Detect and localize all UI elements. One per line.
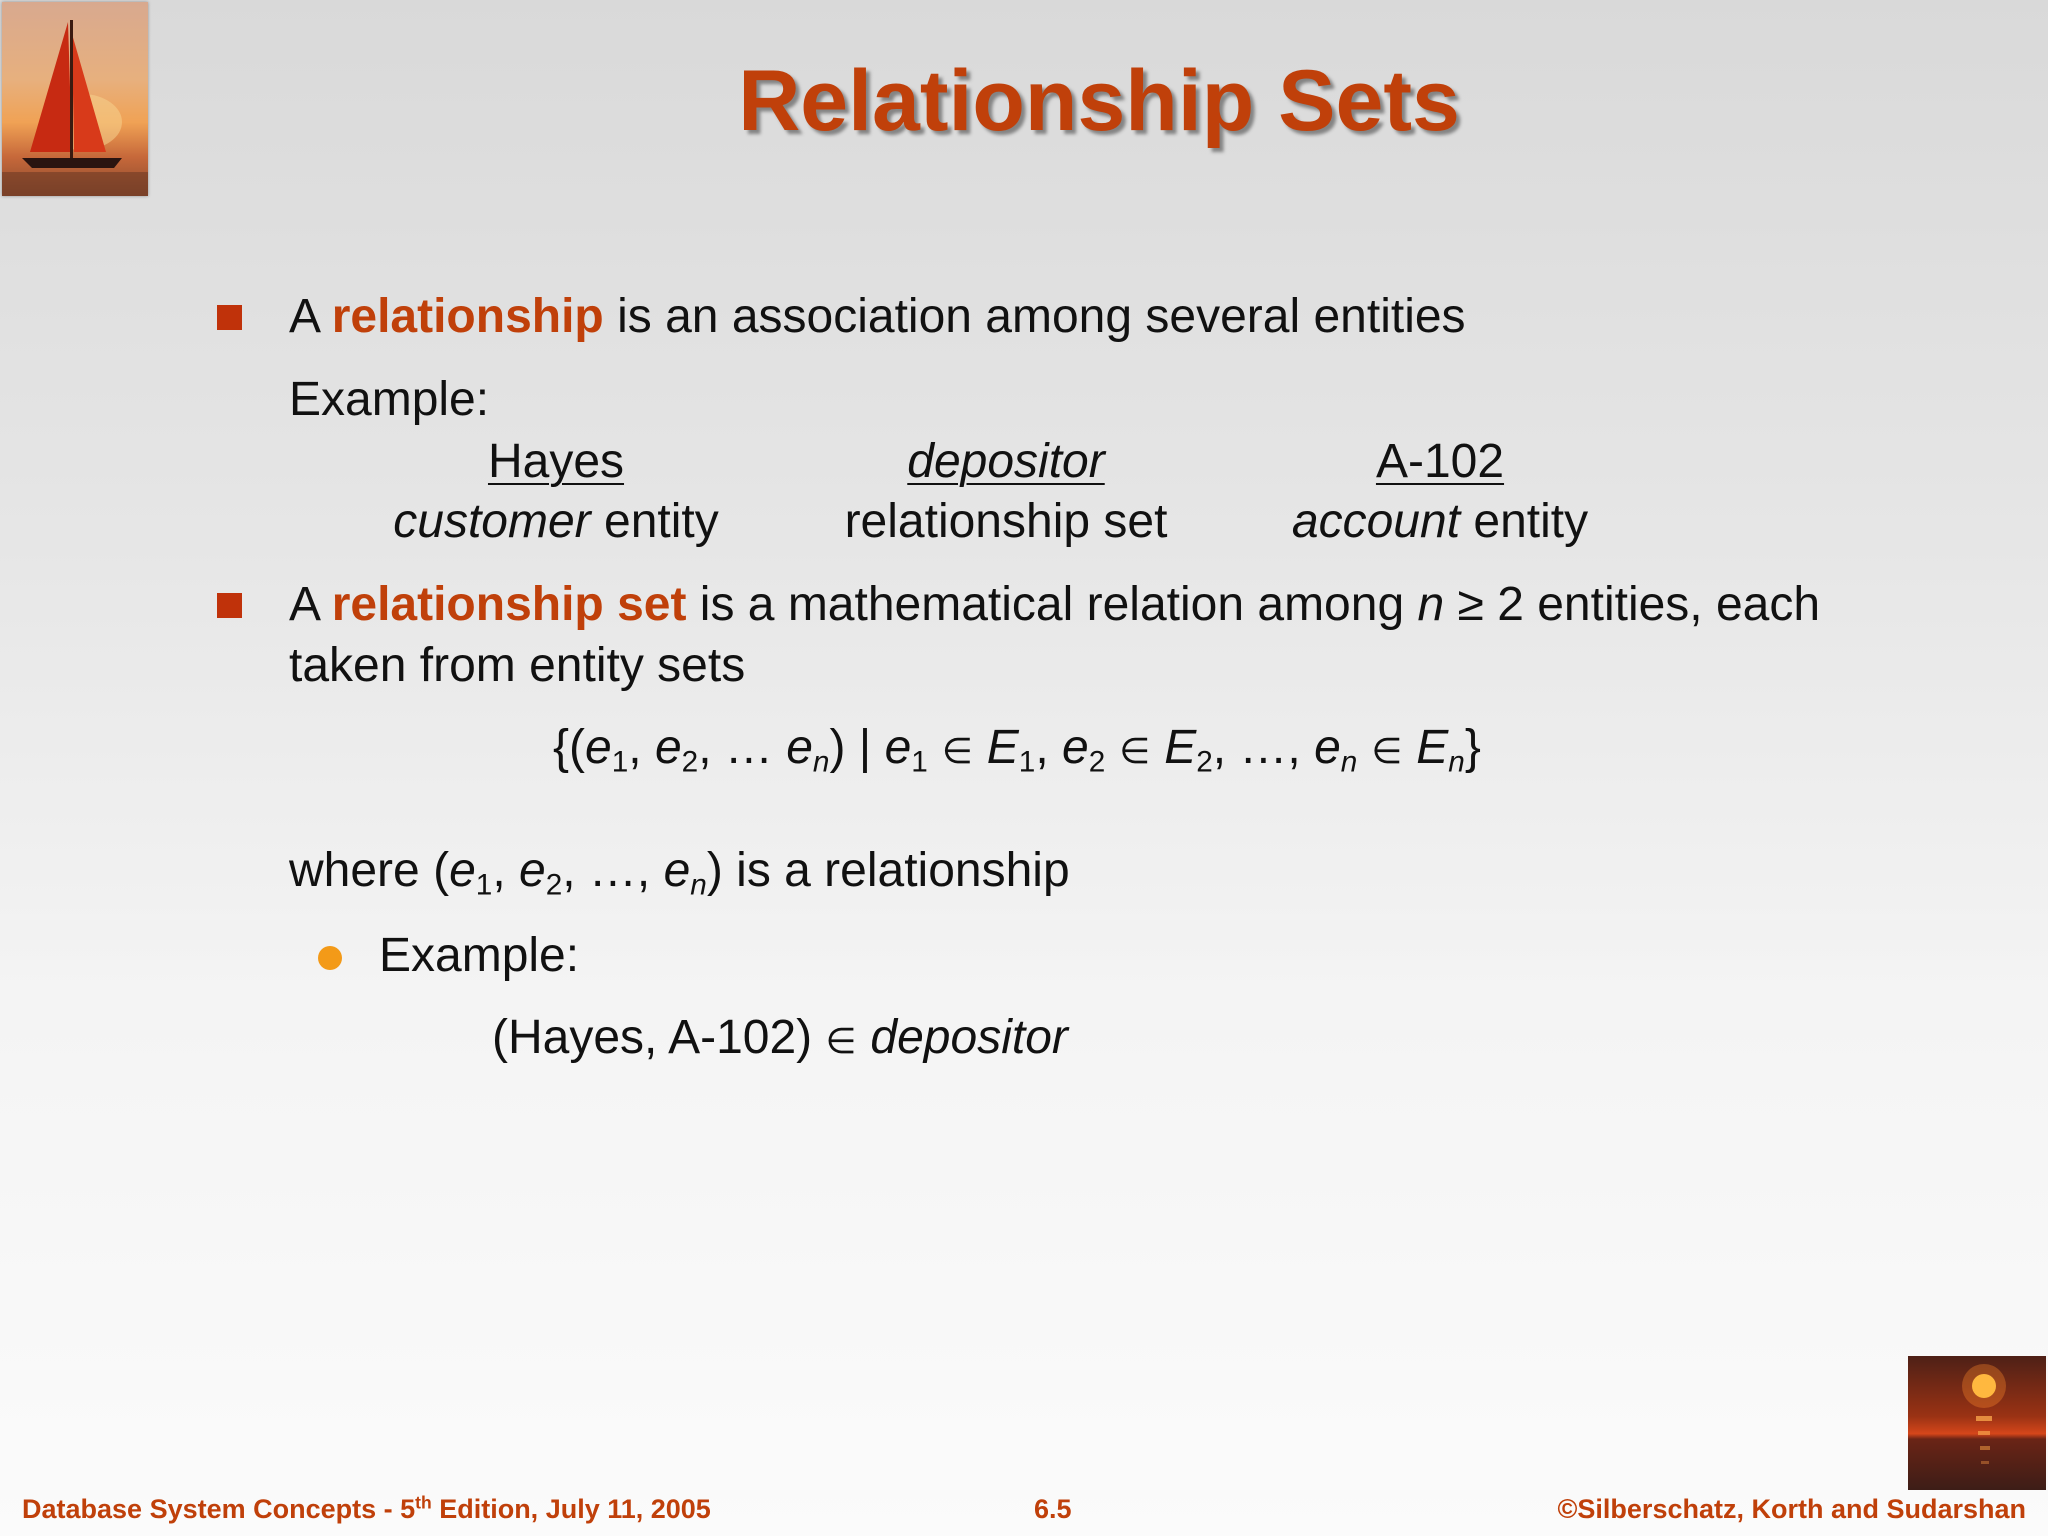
where-line: where ($e_1$, $e_2$, …, $e_n$) is a relationship bbox=[289, 844, 1070, 902]
term-relationship: relationship bbox=[331, 290, 604, 343]
footer-book-title: Database System Concepts - 5th Edition, July 11, 2005 bbox=[22, 1492, 711, 1524]
bullet-relationship-set: A relationship set is a mathematical relation among n ≥ 2 entities, each bbox=[289, 578, 1821, 631]
footer-copyright: ©Silberschatz, Korth and Sudarshan bbox=[1557, 1494, 2026, 1524]
dot-bullet-icon bbox=[318, 946, 342, 970]
example-label: Example: bbox=[289, 373, 490, 426]
bullet-relationship: A relationship is an association among several entities bbox=[289, 290, 1466, 343]
example2-label: Example: bbox=[379, 929, 580, 982]
entity-a102: A-102 bbox=[1375, 435, 1505, 488]
sailboat-icon bbox=[2, 2, 148, 196]
relationship-set-formula: {($e_1$, $e_2$, … $e_n$) | $e_1$ ∈ $E_1$, $e_2$ ∈ $E_2$, …, $e_n$ ∈ $E_n$} bbox=[553, 721, 1481, 779]
customer-entity-label: customer entity bbox=[393, 495, 719, 548]
square-bullet-icon bbox=[217, 305, 242, 330]
relationship-depositor: depositor bbox=[907, 435, 1105, 488]
entity-hayes: Hayes bbox=[487, 435, 625, 488]
account-entity-label: account entity bbox=[1291, 495, 1589, 548]
example2-tuple: (Hayes, A-102) ∈ depositor bbox=[492, 1011, 1068, 1064]
bullet-relationship-set-line2: taken from entity sets bbox=[289, 639, 746, 692]
slide-title: Relationship Sets bbox=[738, 53, 1460, 149]
sunset-icon bbox=[1908, 1356, 2046, 1490]
example-col-depositor bbox=[820, 432, 1192, 552]
example-col-customer bbox=[375, 432, 737, 552]
sunset-logo bbox=[1908, 1356, 2046, 1490]
square-bullet-icon bbox=[217, 593, 242, 618]
sailboat-logo bbox=[2, 2, 148, 196]
footer-page-number: 6.5 bbox=[1034, 1494, 1072, 1524]
term-relationship-set: relationship set bbox=[331, 578, 687, 631]
relationship-set-label: relationship set bbox=[844, 495, 1168, 548]
example-col-account bbox=[1275, 432, 1605, 552]
